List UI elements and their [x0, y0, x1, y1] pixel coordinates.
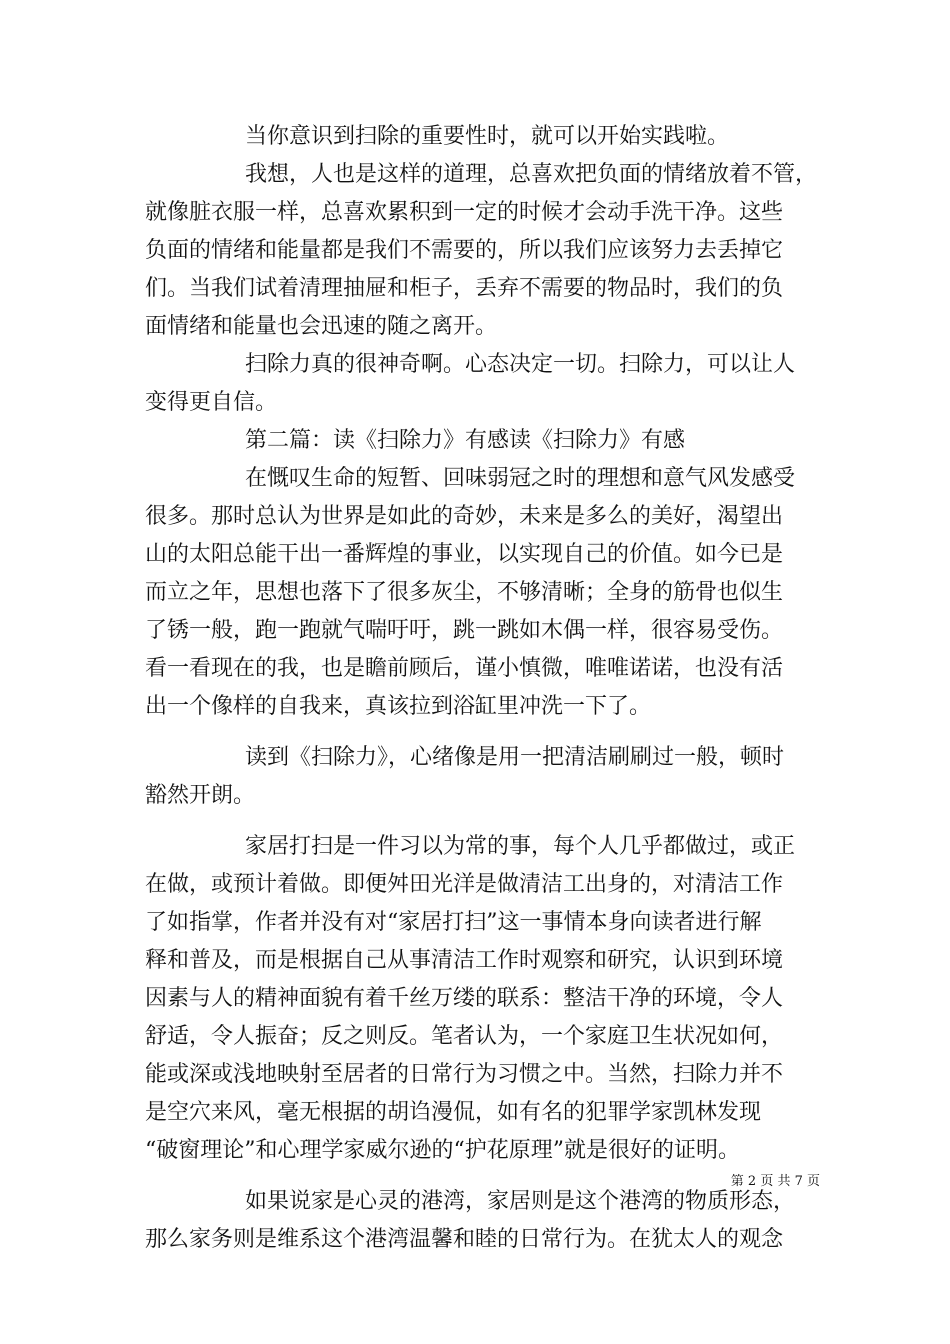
text-line: 山的太阳总能干出一番辉煌的事业，以实现自己的价值。如今已是 — [145, 542, 784, 567]
paragraph — [145, 118, 813, 156]
text-line: 释和普及，而是根据自己从事清洁工作时观察和研究，认识到环境 — [145, 948, 784, 973]
text-line: 我想，人也是这样的道理，总喜欢把负面的情绪放着不管， — [245, 162, 818, 187]
text-line: 舒适，令人振奋；反之则反。笔者认为，一个家庭卫生状况如何， — [145, 1024, 784, 1049]
text-line: “破窗理论”和心理学家威尔逊的“护花原理”就是很好的证明。 — [145, 1138, 740, 1163]
text-line: 如果说家是心灵的港湾，家居则是这个港湾的物质形态， — [245, 1189, 796, 1214]
text-line: 能或深或浅地映射至居者的日常行为习惯之中。当然，扫除力并不 — [145, 1062, 784, 1087]
text-line: 面情绪和能量也会迅速的随之离开。 — [145, 314, 498, 339]
text-line: 出一个像样的自我来，真该拉到浴缸里冲洗一下了。 — [145, 694, 652, 719]
text-line: 当你意识到扫除的重要性时，就可以开始实践啦。 — [245, 124, 730, 149]
text-line: 豁然开朗。 — [145, 783, 256, 808]
text-line: 了如指掌，作者并没有对“家居打扫”这一事情本身向读者进行解 — [145, 910, 762, 935]
text-line: 很多。那时总认为世界是如此的奇妙，未来是多么的美好，渴望出 — [145, 504, 784, 529]
text-line: 看一看现在的我，也是瞻前顾后，谨小慎微，唯唯诺诺，也没有活 — [145, 656, 784, 681]
text-line: 是空穴来风，毫无根据的胡诌漫侃，如有名的犯罪学家凯林发现 — [145, 1100, 762, 1125]
paragraph — [145, 346, 813, 422]
text-line: 负面的情绪和能量都是我们不需要的，所以我们应该努力去丢掉它 — [145, 238, 784, 263]
text-line: 因素与人的精神面貌有着千丝万缕的联系：整洁干净的环境，令人 — [145, 986, 784, 1011]
text-line: 变得更自信。 — [145, 390, 278, 415]
paragraph — [145, 156, 818, 346]
text-line: 就像脏衣服一样，总喜欢累积到一定的时候才会动手洗干净。这些 — [145, 200, 784, 225]
paragraph — [145, 1183, 813, 1259]
paragraph — [145, 739, 813, 815]
heading-line: 第二篇：读《扫除力》有感读《扫除力》有感 — [245, 428, 686, 453]
section-heading — [145, 422, 813, 460]
page-number-footer: 第 2 页 共 7 页 — [730, 1174, 820, 1189]
document-body — [145, 118, 818, 1259]
text-line: 而立之年，思想也落下了很多灰尘，不够清晰；全身的筋骨也似生 — [145, 580, 784, 605]
paragraph — [145, 460, 813, 726]
text-line: 扫除力真的很神奇啊。心态决定一切。扫除力，可以让人 — [245, 352, 796, 377]
text-line: 家居打扫是一件习以为常的事，每个人几乎都做过，或正 — [245, 834, 796, 859]
text-line: 在慨叹生命的短暂、回味弱冠之时的理想和意气风发感受 — [245, 466, 796, 491]
text-line: 在做，或预计着做。即便舛田光洋是做清洁工出身的，对清洁工作 — [145, 872, 784, 897]
text-line: 读到《扫除力》，心绪像是用一把清洁刷刷过一般，顿时 — [245, 745, 785, 770]
paragraph — [145, 828, 813, 1170]
text-line: 那么家务则是维系这个港湾温馨和睦的日常行为。在犹太人的观念 — [145, 1227, 784, 1252]
text-line: 们。当我们试着清理抽屉和柜子，丢弃不需要的物品时，我们的负 — [145, 276, 784, 301]
text-line: 了锈一般，跑一跑就气喘吁吁，跳一跳如木偶一样，很容易受伤。 — [145, 618, 784, 643]
